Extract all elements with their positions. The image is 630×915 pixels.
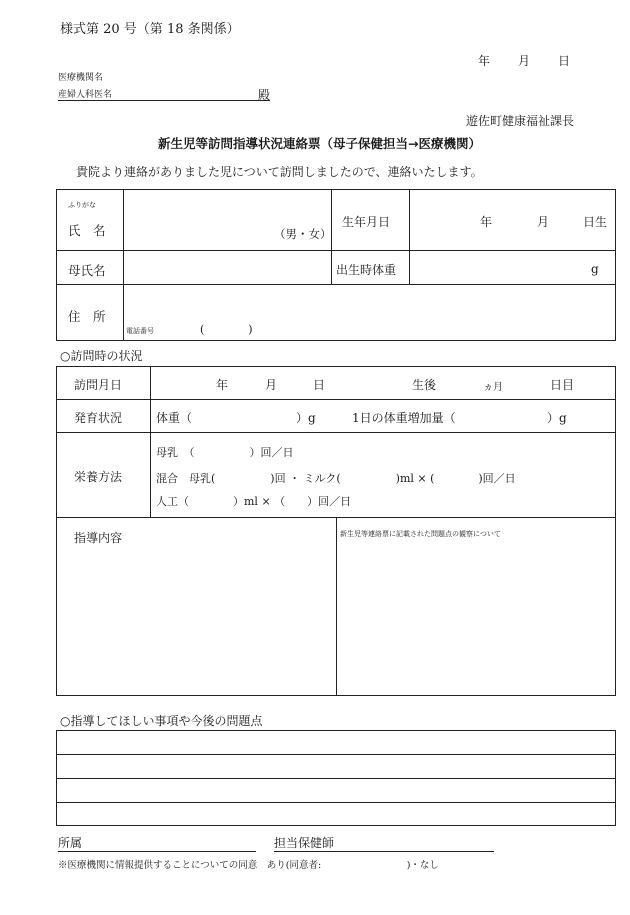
weight-gain-field[interactable]: 1日の体重増加量（	[352, 411, 456, 425]
weight-gain-unit: ）g	[547, 411, 567, 425]
formula-feeding-line[interactable]: 人工（ ）ml × （ ）回／日	[156, 495, 352, 508]
sender: 遊佐町健康福祉課長	[466, 114, 575, 128]
visit-date-label: 訪問月日	[74, 378, 123, 392]
form-number: 様式第 20 号（第 18 条関係）	[60, 22, 240, 37]
divider	[56, 250, 616, 251]
birthdate-label: 生年月日	[342, 215, 391, 229]
sex-options[interactable]: （男・女）	[274, 227, 332, 241]
age-label: 生後	[412, 378, 437, 392]
divider	[56, 754, 616, 755]
divider	[150, 366, 151, 517]
divider	[56, 399, 616, 400]
address-label: 住 所	[68, 309, 106, 324]
date-year-label: 年	[478, 54, 491, 68]
divider	[56, 284, 616, 285]
birth-day-label: 日生	[583, 215, 608, 229]
affiliation-label: 所属	[58, 836, 83, 850]
age-months-label: ヵ月	[483, 382, 503, 393]
weight-unit: ）g	[296, 411, 316, 425]
nurse-label: 担当保健師	[274, 836, 335, 850]
visit-section-heading: ○訪問時の状況	[60, 349, 143, 363]
mother-name-label: 母氏名	[68, 263, 106, 278]
divider	[56, 778, 616, 779]
phone-label: 電話番号	[126, 327, 154, 335]
date-month-label: 月	[518, 54, 531, 68]
observation-label: 新生児等連絡票に記載された問題点の観察について	[340, 530, 501, 538]
breastfeeding-line[interactable]: 母乳 （ ）回／日	[156, 446, 294, 459]
birthweight-unit: g	[591, 262, 599, 276]
divider	[56, 802, 616, 803]
recipient-org-label: 医療機関名	[58, 73, 104, 83]
divider	[336, 517, 337, 696]
honorific: 殿	[258, 88, 271, 102]
visit-day-label: 日	[313, 378, 326, 392]
name-label: 氏 名	[68, 223, 106, 238]
visit-year-label: 年	[216, 378, 229, 392]
page-title: 新生児等訪問指導状況連絡票（母子保健担当→医療機関）	[158, 136, 481, 151]
mixed-feeding-line[interactable]: 混合 母乳( )回 ・ ミルク( )ml × ( )回／日	[156, 472, 516, 485]
birth-month-label: 月	[537, 215, 550, 229]
divider	[123, 189, 124, 341]
nurse-line[interactable]	[274, 834, 494, 852]
nutrition-label: 栄養方法	[74, 470, 123, 484]
divider	[409, 189, 410, 284]
affiliation-line[interactable]	[58, 834, 256, 852]
consent-note: ※医療機関に情報提供することについての同意 あり(同意者: )・なし	[58, 860, 439, 871]
visit-month-label: 月	[265, 378, 278, 392]
recipient-doctor-label: 産婦人科医名	[58, 90, 113, 100]
age-days-label: 日目	[550, 378, 575, 392]
birthweight-label: 出生時体重	[336, 263, 397, 277]
weight-field[interactable]: 体重（	[156, 411, 193, 425]
intro-text: 貴院より連絡がありました児について訪問しましたので、連絡いたします。	[76, 165, 483, 179]
recipient-doctor-line	[58, 87, 270, 101]
phone-parens[interactable]: ( )	[200, 323, 253, 336]
birth-year-label: 年	[480, 215, 493, 229]
request-section-heading: ○指導してほしい事項や今後の問題点	[60, 714, 263, 728]
date-day-label: 日	[558, 54, 571, 68]
divider	[56, 432, 616, 433]
furigana-label: ふりがな	[68, 201, 96, 209]
growth-label: 発育状況	[74, 411, 123, 425]
guidance-label: 指導内容	[74, 531, 123, 545]
